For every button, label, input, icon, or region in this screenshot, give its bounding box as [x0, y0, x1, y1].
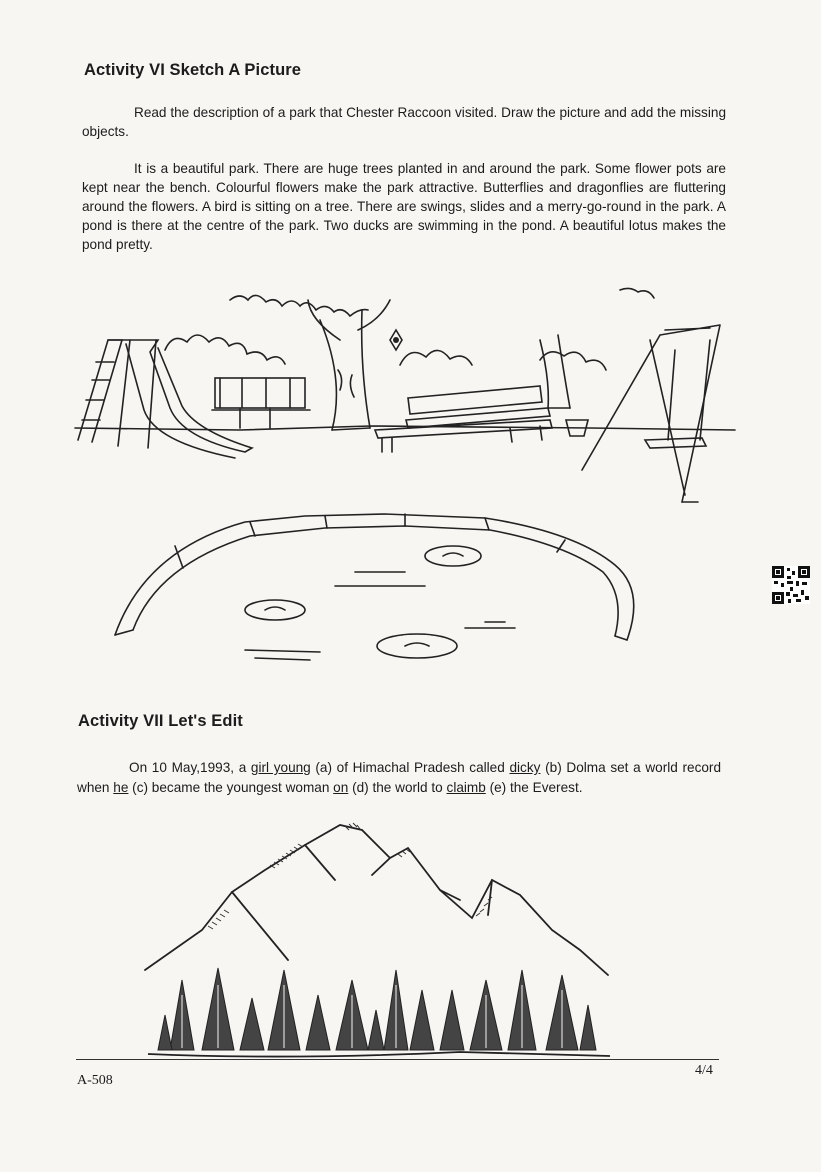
edit-text-part: (b) Dolma set a world record when — [77, 760, 722, 795]
footer-code: A-508 — [77, 1073, 113, 1088]
activity-6-title: Activity VI Sketch A Picture — [84, 61, 302, 79]
edit-text-part: On 10 May,1993, a — [129, 760, 251, 775]
activity-6-description-text: It is a beautiful park. There are huge trees planted in and around the park. Some flower pots are kept near the bench. Colourful flowers make the park attractive. Butterflies and dragonflies are fluttering around the flowers. A bird is sitting on a tree. There are swings, slides and a merry-go-round in the park. A pond is there at the centre of the park. Two ducks are swimming in the pond. A beautiful lotus makes the pond pretty. — [82, 161, 726, 252]
park-illustration — [70, 280, 740, 505]
activity-6-instruction — [82, 103, 726, 141]
activity-7-title: Activity VII Let's Edit — [78, 712, 243, 730]
edit-text-part: (d) the world to — [348, 780, 447, 795]
footer-rule — [76, 1059, 719, 1060]
footer-page-number: 4/4 — [695, 1063, 713, 1078]
activity-7-text — [77, 758, 721, 798]
edit-error-d: on — [333, 780, 349, 795]
edit-text-part: (c) became the youngest woman — [128, 780, 334, 795]
edit-text-part: (e) the Everest. — [485, 780, 583, 795]
edit-error-e: claimb — [446, 780, 486, 795]
edit-text-part: (a) of Himachal Pradesh called — [310, 760, 510, 775]
pond-illustration — [105, 510, 650, 670]
activity-6-instruction-text: Read the description of a park that Chester Raccoon visited. Draw the picture and add the missing objects. — [82, 105, 726, 139]
edit-error-c: he — [113, 780, 129, 795]
edit-error-a: girl young — [250, 760, 311, 775]
qr-code-icon — [772, 566, 810, 604]
mountains-illustration — [140, 820, 620, 1065]
edit-error-b: dicky — [509, 760, 541, 775]
activity-6-description — [82, 159, 726, 254]
